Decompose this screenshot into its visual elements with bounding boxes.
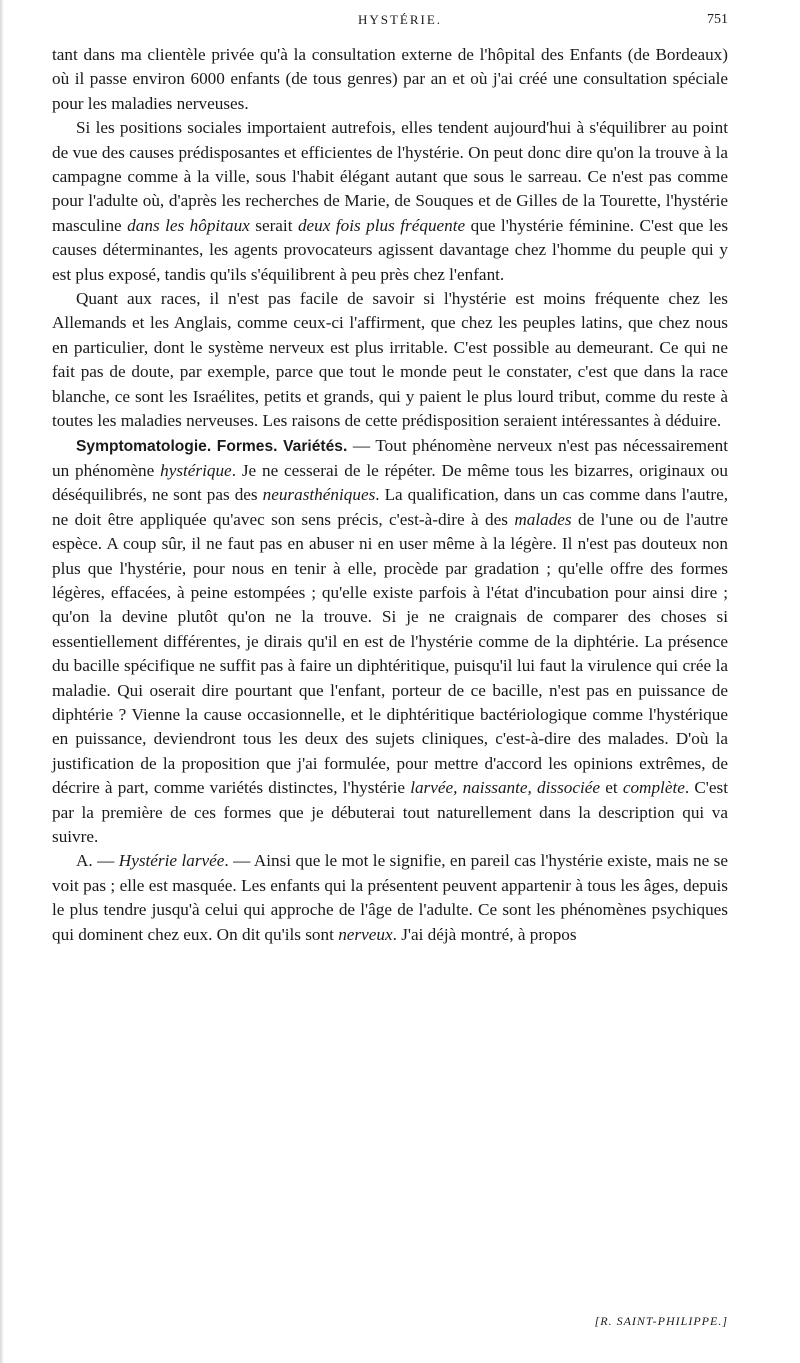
paragraph-3 xyxy=(52,287,728,433)
paragraph-4 xyxy=(52,434,728,850)
paragraph-4-text-a: — Tout phénomène nerveux n'est pas nécessairement un phénomène xyxy=(52,435,728,480)
author-signature: [R. SAINT-PHILIPPE.] xyxy=(594,1314,728,1328)
running-header xyxy=(80,12,728,34)
paragraph-4-text-e: . La qualification, dans un cas comme dans l'autre, ne doit être appliquée qu'avec son sens précis, c'est-à-dire à des xyxy=(52,485,728,529)
running-title: HYSTÉRIE. xyxy=(357,12,443,27)
paragraph-4-italic-complete: complète xyxy=(622,778,685,798)
paragraph-2-text-a: Si les positions sociales importaient autrefois, elles tendent aujourd'hui à s'équilibrer au point de vue des causes prédisposantes et efficientes de l'hystérie. On peut donc dire qu'on la trouve à la campagne comme à la ville, sous l'habit élégant autant que sous le sarreau. Ce n'est pas comme pour l'adulte où, d'après les recherches de Marie, de Souques et de Gilles de la Tourette, l'hystérie masculine xyxy=(52,118,728,235)
paragraph-1-text: tant dans ma clientèle privée qu'à la consultation externe de l'hôpital des Enfants (de Bordeaux) où il passe environ 6000 enfants (de tous genres) par an et où j'ai créé une consultation spéciale pour les maladies nerveuses. xyxy=(52,45,728,113)
paragraph-5-text-a: A. — xyxy=(76,851,119,871)
paragraph-5 xyxy=(52,849,728,947)
subsection-title-hysterie-larvee: Hystérie larvée xyxy=(118,851,225,871)
paragraph-2-text-e: que l'hystérie féminine. C'est que les causes déterminantes, les agents provocateurs agissent davantage chez l'homme du peuple qui y est plus exposé, tandis qu'ils s'équilibrent à peu près chez l'enfant. xyxy=(52,215,729,284)
paragraph-2-italic-hopitaux: dans les hôpitaux xyxy=(127,215,250,235)
paragraph-4-text-g: de l'une ou de l'autre espèce. A coup sûr, il ne faut pas en abuser ni en user même à la légère. Il n'est pas douteux non plus que l'hystérie, pour nous en tenir à elle, procède par gradation ; qu'elle offre des formes légères, effacées, à peine estompées ; qu'elle existe parfois à l'état d'incubation pour ainsi dire ; qu'on la devine plutôt qu'on ne la trouve. Si je ne craignais de comparer des choses si essentiellement différentes, je dirais qu'il en est de l'hystérie comme de la diphtérie. La présence du bacille spécifique ne suffit pas à faire un diphtéritique, puisqu'il lui faut la virulence qui crée la maladie. Qui oserait dire pourtant que l'enfant, porteur de ce bacille, n'est pas en puissance de diphtérie ? Vienne la cause occasionnelle, et le diphtéritique bactériologique comme l'hystérique en puissance, deviendront tous les deux des sujets cliniques, c'est-à-dire des malades. D'où la justification de la proposition que j'ai formulée, pour mettre d'accord les opinions extrêmes, de décrire à part, comme variétés distinctes, l'hystérie xyxy=(52,509,728,798)
paragraph-4-text-c: . Je ne cesserai de le répéter. De même tous les bizarres, originaux ou déséquilibrés, ne sont pas des xyxy=(52,460,728,505)
paragraph-4-text-i: et xyxy=(600,778,623,798)
paragraph-4-text-k: . C'est par la première de ces formes que je débuterai tout naturellement dans la description qui va suivre. xyxy=(52,778,728,846)
paragraph-4-italic-neurastheniques: neurasthéniques xyxy=(262,485,376,505)
paragraph-1 xyxy=(52,43,728,116)
paragraph-2-text-c: serait xyxy=(249,215,298,235)
page-edge-shadow xyxy=(0,0,4,1363)
paragraph-4-italic-hysterique: hystérique xyxy=(160,460,232,480)
paragraph-4-italic-malades: malades xyxy=(514,509,572,529)
body-text xyxy=(52,43,728,947)
section-heading: Symptomatologie. Formes. Variétés. xyxy=(76,437,348,455)
page-number: 751 xyxy=(707,12,728,27)
paragraph-5-italic-nerveux: nerveux xyxy=(338,924,393,944)
paragraph-2-italic-frequente: deux fois plus fréquente xyxy=(297,215,466,235)
paragraph-3-text: Quant aux races, il n'est pas facile de savoir si l'hystérie est moins fréquente chez les Allemands et les Anglais, comme ceux-ci l'affirment, que chez les peuples latins, que chez nous en particulier, dont le système nerveux est plus irritable. C'est possible au demeurant. Ce qui ne fait pas de doute, par exemple, parce que tout le monde peut le constater, c'est que dans la race blanche, ce sont les Israélites, petits et grands, qui y paient le plus lourd tribut, comme du reste à toutes les maladies nerveuses. Les raisons de cette prédisposition seraient intéressantes à déduire. xyxy=(52,289,728,431)
paragraph-4-italic-forms: larvée, naissante, dissociée xyxy=(410,778,601,798)
paragraph-5-text-e: . J'ai déjà montré, à propos xyxy=(392,924,577,944)
paragraph-2 xyxy=(52,116,728,287)
paragraph-5-text-c: . — Ainsi que le mot le signifie, en pareil cas l'hystérie existe, mais ne se voit pas ; elle est masquée. Les enfants qui la présentent peuvent appartenir à tous les âges, depuis le plus tendre jusqu'à celui qui approche de l'âge de l'adulte. Ce sont les phénomènes psychiques qui dominent chez eux. On dit qu'ils sont xyxy=(52,851,728,944)
